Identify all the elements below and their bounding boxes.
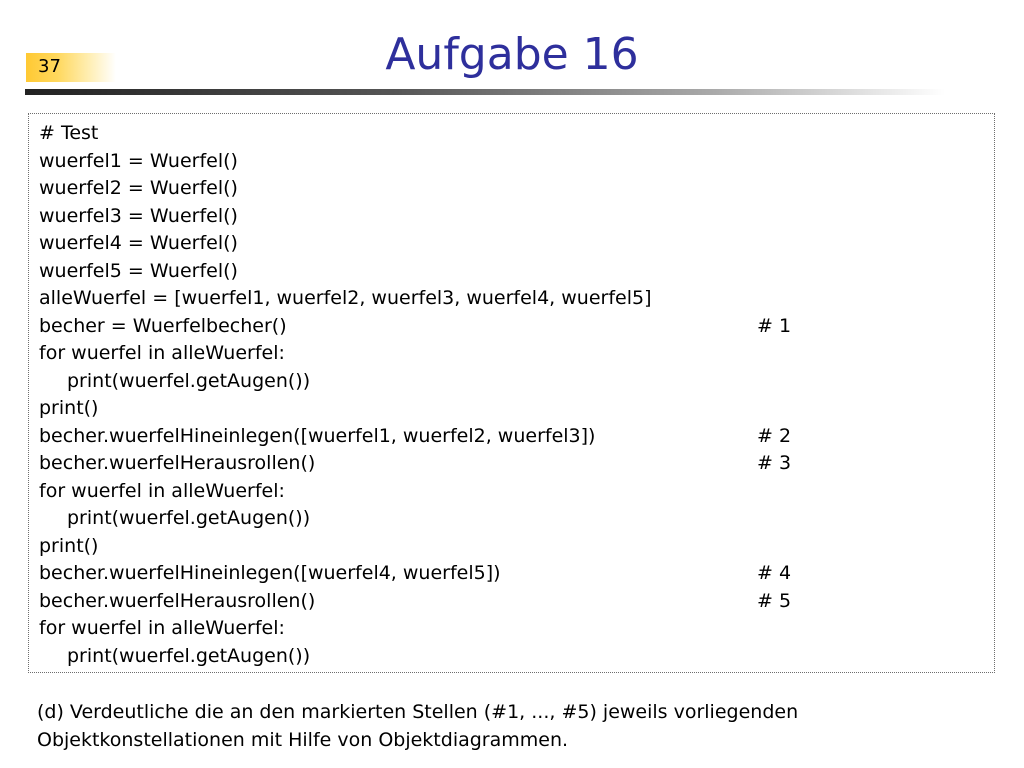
code-marker: # 5 bbox=[757, 589, 792, 612]
code-line-8 bbox=[39, 312, 979, 340]
code-text: wuerfel4 = Wuerfel() bbox=[39, 232, 238, 254]
code-line-7 bbox=[39, 284, 979, 312]
code-line-20 bbox=[39, 642, 979, 670]
task-line-1: (d) Verdeutliche die an den markierten Stellen (#1, ..., #5) jeweils vorliegenden bbox=[37, 701, 799, 723]
code-line-18 bbox=[39, 587, 979, 615]
code-text: becher.wuerfelHerausrollen() bbox=[39, 452, 316, 474]
title-divider bbox=[25, 89, 945, 95]
task-description bbox=[37, 698, 997, 754]
code-line-4 bbox=[39, 202, 979, 230]
code-text: print(wuerfel.getAugen()) bbox=[67, 644, 311, 667]
code-text: becher = Wuerfelbecher() bbox=[39, 314, 287, 337]
code-text: wuerfel3 = Wuerfel() bbox=[39, 204, 238, 227]
code-marker: # 2 bbox=[757, 424, 792, 447]
code-marker: # 4 bbox=[757, 562, 792, 584]
code-line-12 bbox=[39, 422, 979, 450]
task-line-2: Objektkonstellationen mit Hilfe von Objektdiagrammen. bbox=[37, 729, 569, 751]
code-line-3 bbox=[39, 174, 979, 202]
code-text: for wuerfel in alleWuerfel: bbox=[39, 342, 285, 364]
page-number: 37 bbox=[38, 56, 61, 77]
code-line-5 bbox=[39, 229, 979, 257]
code-text: print(wuerfel.getAugen()) bbox=[67, 369, 311, 392]
code-line-17 bbox=[39, 559, 979, 587]
code-line-19 bbox=[39, 614, 979, 642]
code-line-9 bbox=[39, 339, 979, 367]
slide-title: Aufgabe 16 bbox=[385, 29, 639, 80]
code-marker: # 1 bbox=[757, 314, 792, 337]
code-text: for wuerfel in alleWuerfel: bbox=[39, 479, 285, 502]
code-text: becher.wuerfelHineinlegen([wuerfel1, wuerfel2, wuerfel3]) bbox=[39, 424, 596, 447]
code-line-16 bbox=[39, 532, 979, 560]
code-line-6 bbox=[39, 257, 979, 285]
code-text: alleWuerfel = [wuerfel1, wuerfel2, wuerfel3, wuerfel4, wuerfel5] bbox=[39, 287, 652, 309]
code-text: for wuerfel in alleWuerfel: bbox=[39, 617, 285, 639]
code-line-1 bbox=[39, 119, 979, 147]
code-block bbox=[28, 113, 995, 673]
code-line-14 bbox=[39, 477, 979, 505]
code-line-15 bbox=[39, 504, 979, 532]
code-text: print(wuerfel.getAugen()) bbox=[67, 507, 311, 529]
code-text: becher.wuerfelHerausrollen() bbox=[39, 589, 316, 612]
code-text: print() bbox=[39, 397, 99, 419]
code-text: wuerfel1 = Wuerfel() bbox=[39, 149, 238, 172]
code-text: wuerfel2 = Wuerfel() bbox=[39, 177, 238, 199]
code-marker: # 3 bbox=[757, 452, 792, 474]
code-line-2 bbox=[39, 147, 979, 175]
code-line-11 bbox=[39, 394, 979, 422]
code-text: # Test bbox=[39, 122, 99, 144]
code-text: print() bbox=[39, 534, 99, 557]
code-line-13 bbox=[39, 449, 979, 477]
code-text: wuerfel5 = Wuerfel() bbox=[39, 259, 238, 282]
code-line-10 bbox=[39, 367, 979, 395]
code-text: becher.wuerfelHineinlegen([wuerfel4, wuerfel5]) bbox=[39, 562, 501, 584]
